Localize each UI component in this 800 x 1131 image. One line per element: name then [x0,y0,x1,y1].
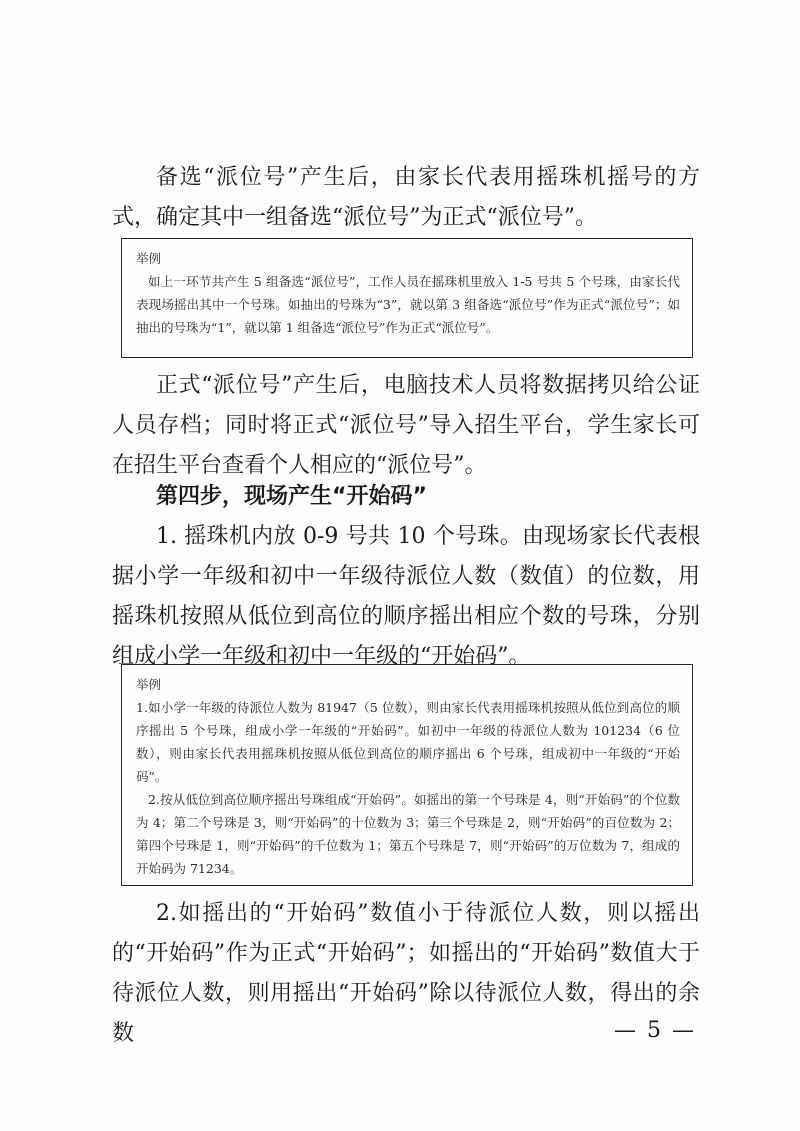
section-heading: 第四步，现场产生“开始码” [156,484,427,509]
paragraph-step4-item1: 1. 摇珠机内放 0-9 号共 10 个号珠。由现场家长代表根据小学一年级和初中一年级待派位人数（数值）的位数，用摇珠机按照从低位到高位的顺序摇出相应个数的号珠，分别组成小学一年级和初中一年级的“开始码”。 [112,524,700,669]
example-item-1: 1.如小学一年级的待派位人数为 81947（5 位数），则由家长代表用摇珠机按照从低位到高位的顺序摇出 5 个号珠，组成小学一年级的“开始码”。如初中一年级的待派位人数为 101234（6 位数），则由家长代表用摇珠机按照从低位到高位的顺序摇出 6 个号珠，组成初中一年级的“开始码”。 [136,700,680,784]
example-box-1 [121,238,693,358]
example-text: 如上一环节共产生 5 组备选“派位号”，工作人员在摇珠机里放入 1-5 号共 5 个号珠，由家长代表现场摇出其中一个号珠。如抽出的号珠为“3”，就以第 3 组备选“派位号”作为正式“派位号”；如抽出的号珠为“1”，就以第 1 组备选“派位号”作为正式“派位号”。 [136,274,680,335]
paragraph-official-number: 正式“派位号”产生后，电脑技术人员将数据拷贝给公证人员存档；同时将正式“派位号”导入招生平台，学生家长可在招生平台查看个人相应的“派位号”。 [112,373,700,478]
example-box-2 [121,664,693,886]
example-item-2: 2.按从低位到高位顺序摇出号珠组成“开始码”。如摇出的第一个号珠是 4，则“开始码”的个位数为 4；第二个号珠是 3，则“开始码”的十位数为 3；第三个号珠是 2，则“开始码”的百位数为 2；第四个号珠是 1，则“开始码”的千位数为 1；第五个号珠是 7，则“开始码”的万位数为 7，组成的开始码为 71234。 [136,792,680,876]
example-title: 举例 [136,251,162,266]
example-title: 举例 [136,677,162,692]
page-number: — 5 — [614,1018,696,1043]
paragraph-backup-number-selection: 备选“派位号”产生后，由家长代表用摇珠机摇号的方式，确定其中一组备选“派位号”为正式“派位号”。 [112,165,700,230]
paragraph-step4-item2: 2.如摇出的“开始码”数值小于待派位人数，则以摇出的“开始码”作为正式“开始码”；如摇出的“开始码”数值大于待派位人数，则用摇出“开始码”除以待派位人数，得出的余数 [112,901,700,1046]
